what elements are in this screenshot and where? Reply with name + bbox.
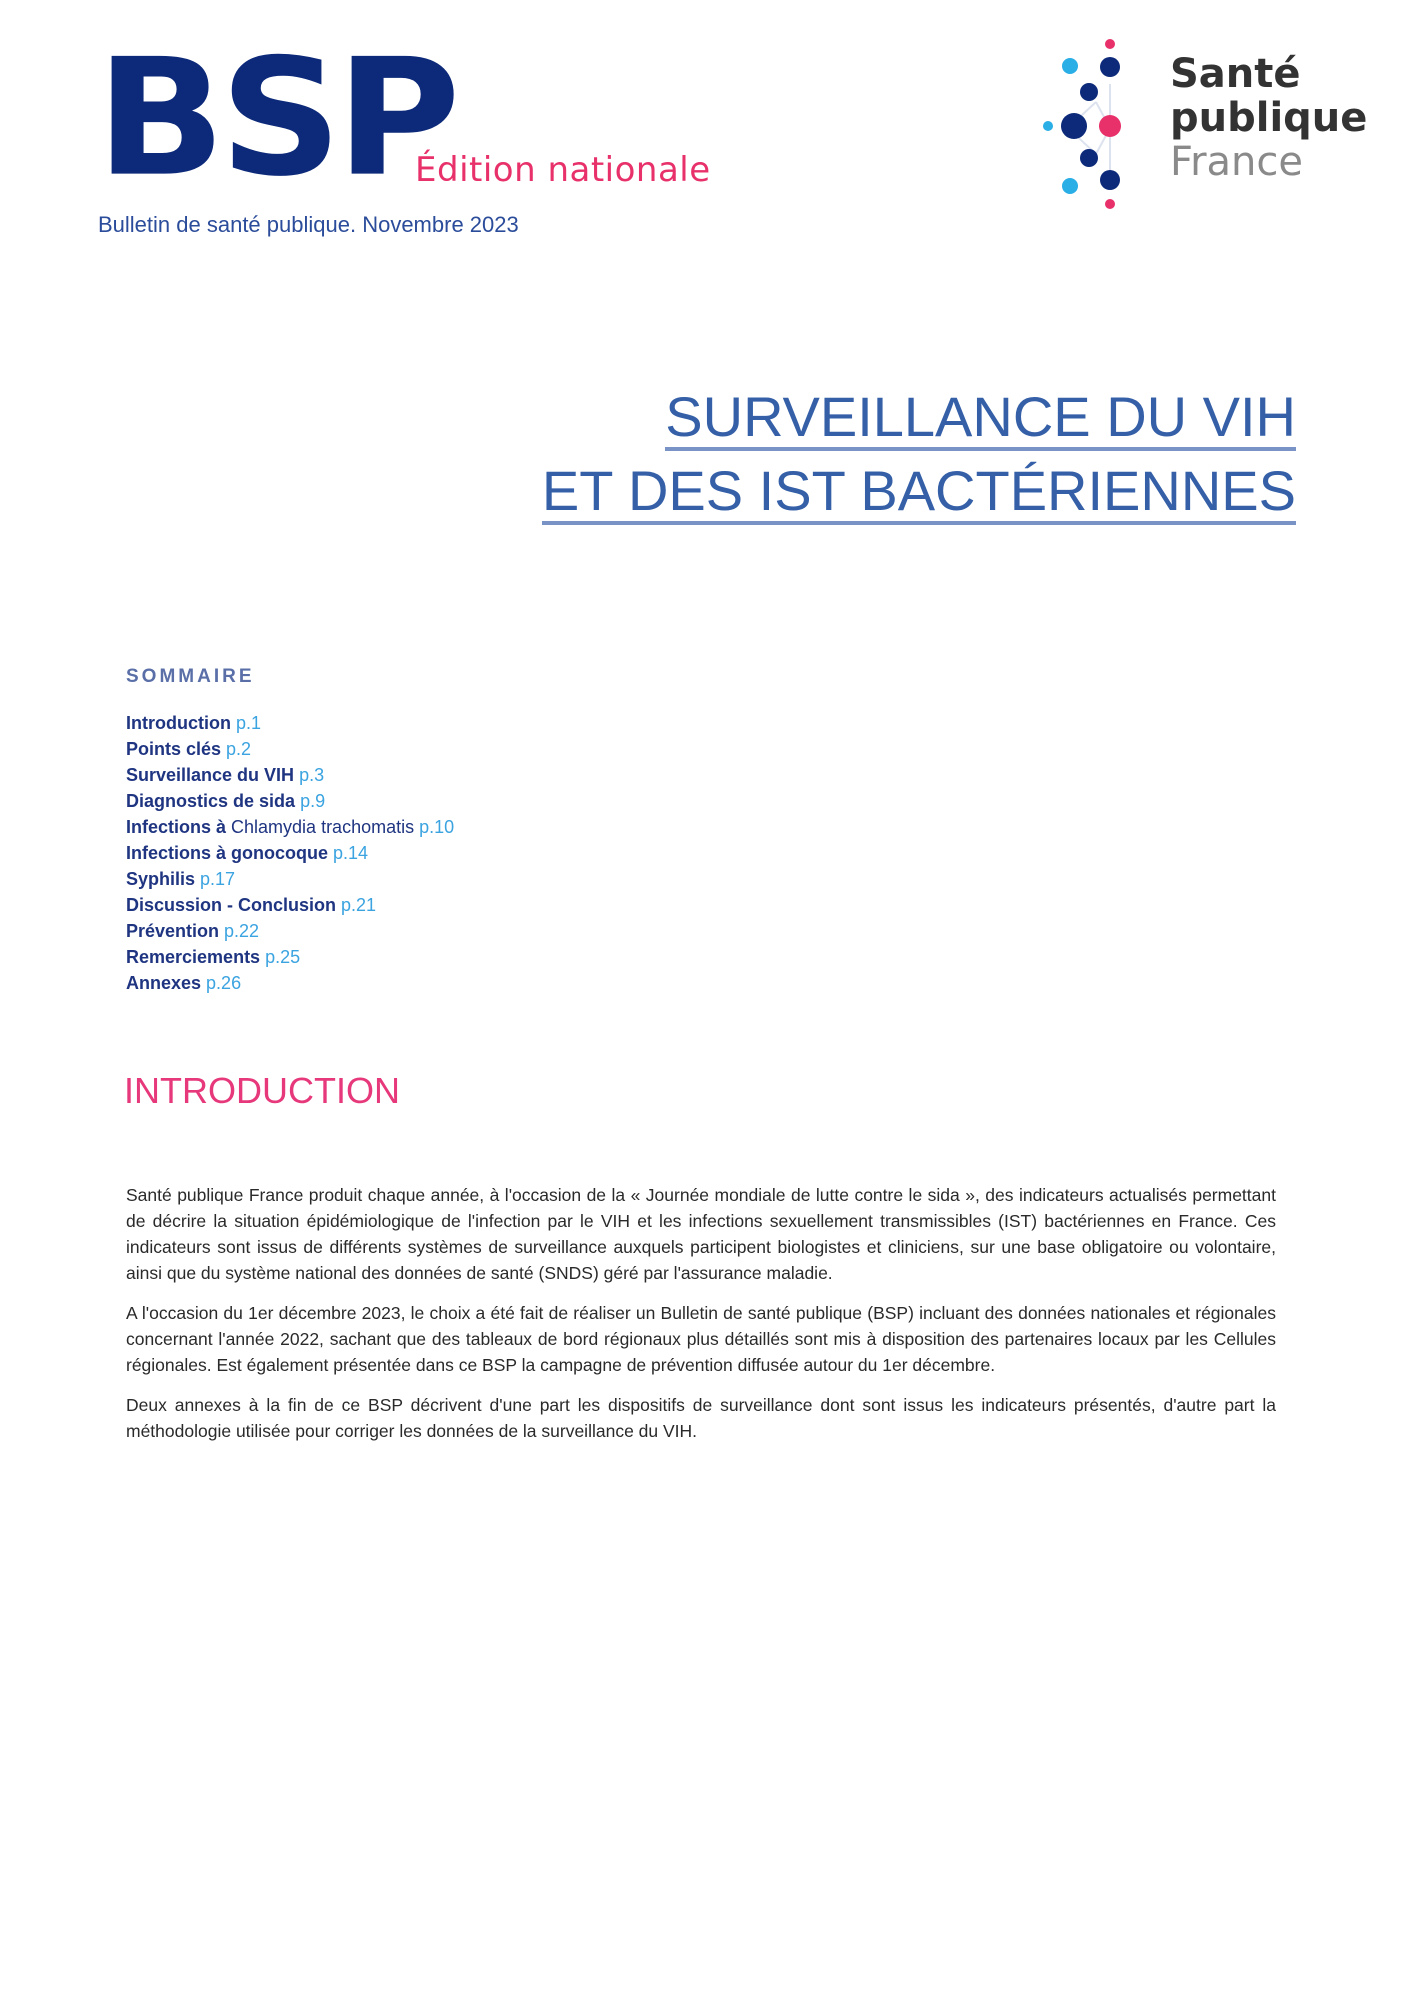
paragraph: Santé publique France produit chaque année, à l'occasion de la « Journée mondiale de lutte contre le sida », des indicateurs actualisés permettant de décrire la situation épidémiologique de l'infection par le VIH et les infections sexuellement transmissibles (IST) bactériennes en France. Ces indicateurs sont issus de différents systèmes de surveillance auxquels participent biologistes et cliniciens, sur une base obligatoire ou volontaire, ainsi que du système national des données de santé (SNDS) géré par l'assurance maladie. [126, 1185, 1276, 1283]
toc-item-surveillance-vih[interactable]: Surveillance du VIH p.3 [126, 765, 325, 785]
toc-item-diagnostics-sida[interactable]: Diagnostics de sida p.9 [126, 791, 326, 811]
toc-item-chlamydia[interactable]: Infections à Chlamydia trachomatis p.10 [126, 817, 455, 837]
toc-item-annexes[interactable]: Annexes p.26 [126, 973, 242, 993]
edition-label: Édition nationale [415, 150, 711, 190]
sante-publique-france-logo [1040, 32, 1368, 212]
introduction-body [126, 1182, 1276, 1458]
toc-item-remerciements[interactable]: Remerciements p.25 [126, 947, 301, 967]
introduction-heading: INTRODUCTION [124, 1070, 400, 1111]
logo-text-france: France [1170, 139, 1304, 185]
network-dots-icon [1040, 32, 1170, 212]
document-title [542, 380, 1296, 528]
toc-item-prevention[interactable]: Prévention p.22 [126, 921, 260, 941]
toc-item-points-cles[interactable]: Points clés p.2 [126, 739, 252, 759]
title-line-2: ET DES IST BACTÉRIENNES [542, 463, 1296, 525]
toc-item-discussion[interactable]: Discussion - Conclusion p.21 [126, 895, 377, 915]
paragraph: Deux annexes à la fin de ce BSP décrivent d'une part les dispositifs de surveillance dont sont issus les indicateurs présentés, d'autre part la méthodologie utilisée pour corriger les données de la surveillance du VIH. [126, 1395, 1276, 1441]
logo-text-sante: Santé [1170, 51, 1301, 97]
title-line-1: SURVEILLANCE DU VIH [665, 389, 1296, 451]
toc-item-syphilis[interactable]: Syphilis p.17 [126, 869, 236, 889]
bsp-logo: BSP [96, 24, 455, 213]
toc-item-gonocoque[interactable]: Infections à gonocoque p.14 [126, 843, 369, 863]
table-of-contents [126, 710, 454, 996]
sommaire-heading: SOMMAIRE [126, 666, 255, 687]
logo-text-publique: publique [1170, 95, 1368, 141]
bulletin-subtitle: Bulletin de santé publique. Novembre 2023 [98, 212, 519, 237]
toc-item-introduction[interactable]: Introduction p.1 [126, 713, 262, 733]
paragraph: A l'occasion du 1er décembre 2023, le choix a été fait de réaliser un Bulletin de santé publique (BSP) incluant des données nationales et régionales concernant l'année 2022, sachant que des tableaux de bord régionaux plus détaillés sont mis à disposition des partenaires locaux par les Cellules régionales. Est également présentée dans ce BSP la campagne de prévention diffusée autour du 1er décembre. [126, 1303, 1276, 1375]
